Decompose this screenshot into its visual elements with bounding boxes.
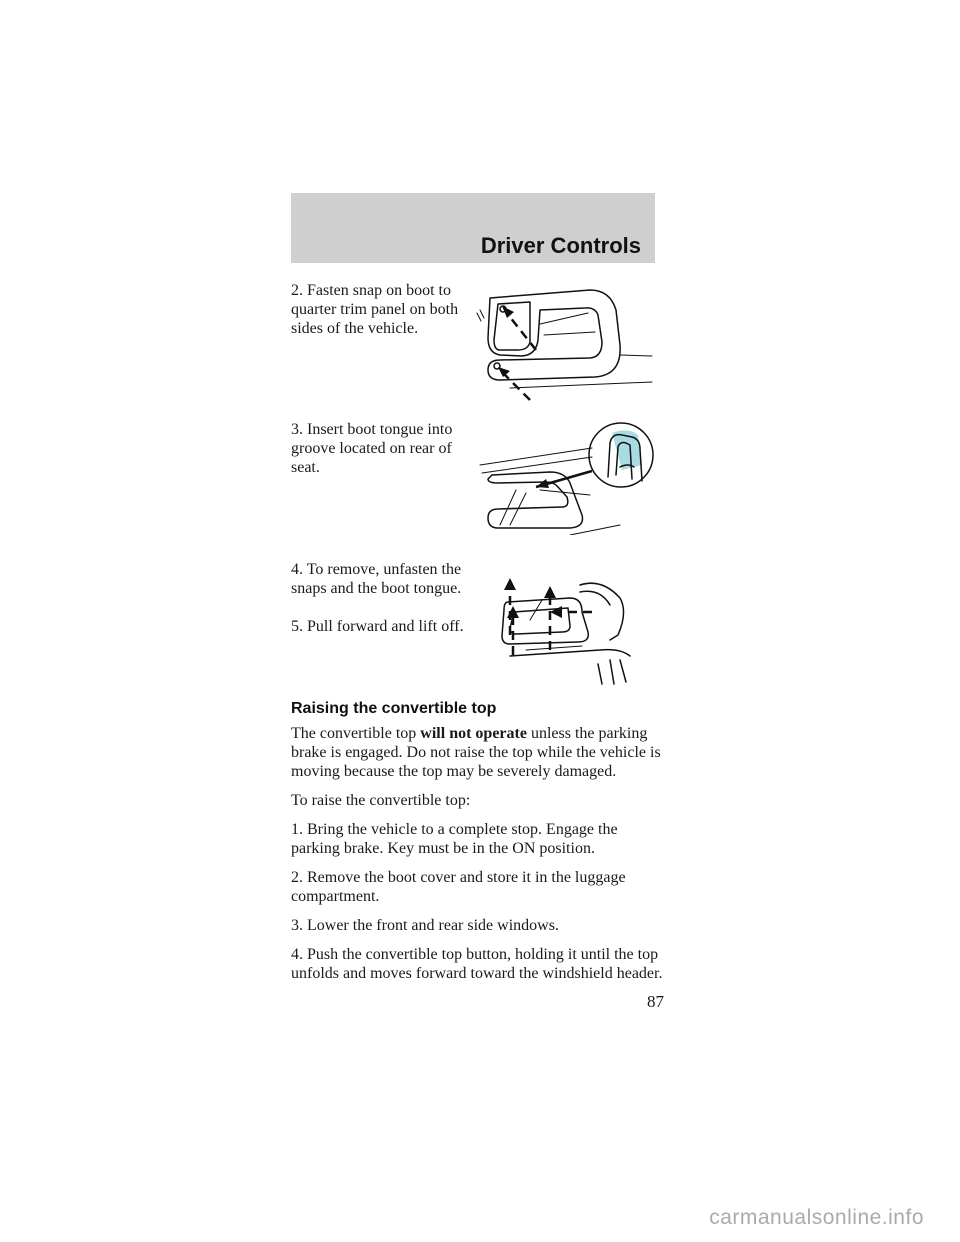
boot-snap-illustration bbox=[470, 280, 660, 405]
section-header-band bbox=[291, 193, 655, 263]
step-4-text: 4. To remove, unfasten the snaps and the boot tongue. bbox=[291, 561, 462, 597]
section-heading: Raising the convertible top bbox=[291, 700, 497, 717]
lead-text: To raise the convertible top: bbox=[291, 792, 471, 809]
raise-step-1: 1. Bring the vehicle to a complete stop. Engage the parking brake. Key must be in the ON position. bbox=[291, 821, 618, 857]
step-2-text: 2. Fasten snap on boot to quarter trim panel on both sides of the vehicle. bbox=[291, 282, 459, 337]
intro-paragraph: The convertible top will not operate unless the parking brake is engaged. Do not raise the top while the vehicle is moving because the top may be severely damaged. bbox=[291, 725, 661, 780]
warning-emphasis: will not operate bbox=[420, 725, 527, 742]
boot-tongue-illustration bbox=[470, 415, 660, 535]
raising-top-section bbox=[291, 700, 663, 993]
step-3-text: 3. Insert boot tongue into groove located on rear of seat. bbox=[291, 421, 453, 476]
section-title: Driver Controls bbox=[480, 233, 641, 258]
raise-step-4: 4. Push the convertible top button, holding it until the top unfolds and moves forward toward the windshield header. bbox=[291, 946, 663, 982]
watermark: carmanualsonline.info bbox=[709, 1206, 924, 1229]
boot-removal-illustration bbox=[470, 560, 660, 690]
page-number: 87 bbox=[647, 992, 664, 1011]
raise-step-3: 3. Lower the front and rear side windows. bbox=[291, 917, 559, 934]
step-5-text: 5. Pull forward and lift off. bbox=[291, 618, 464, 635]
raise-step-2: 2. Remove the boot cover and store it in the luggage compartment. bbox=[291, 869, 626, 905]
